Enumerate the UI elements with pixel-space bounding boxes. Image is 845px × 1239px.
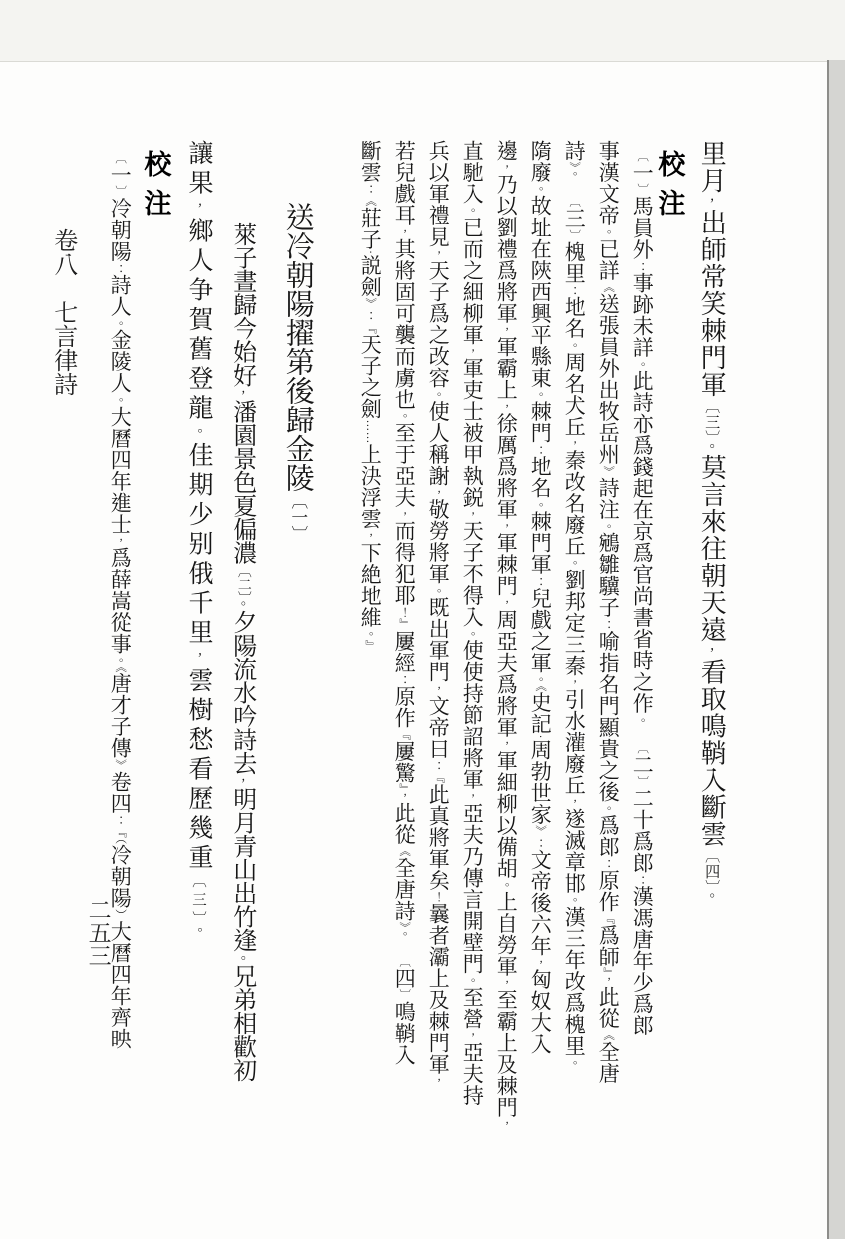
- note-column-2: 事漢文帝。已詳《送張員外出牧岳州》詩注。鵷雛驥子：喻指名門顯貴之後。爲郎：原作『爲師』，此從《全唐: [596, 140, 621, 1084]
- note-column-8: 若兒戲耳，其將固可襲而虜也。至于亞夫，而得犯耶！』屢經：原作『屢驚』，此從《全唐詩》。 〔四〕鳴鞘入: [392, 140, 417, 1066]
- poem-continuation-line: 里月，出師常笑棘門軍〔三〕。莫言來往朝天遠，看取鳴鞘入斷雲〔四〕。: [697, 140, 727, 904]
- page-edge-shadow: [829, 60, 845, 1239]
- notes-header-2: 校注: [140, 150, 171, 229]
- poem-line-2: 讓果，鄉人争賀舊登龍。佳期少别俄千里，雲樹愁看歷幾重〔三〕。: [185, 140, 212, 942]
- notes-header-1: 校注: [654, 150, 685, 229]
- note-column-6: 直馳入。已而之細柳軍，軍吏士被甲執鋭，天子不得入。使使持節詔將軍，亞夫乃傳言開壁門。至營，亞夫持: [460, 140, 485, 1106]
- note-column-7: 兵以軍禮見，天子爲之改容。使人稱謝，敬勞將軍。既出軍門，文帝曰：『此真將軍矣！曩者灞上及棘門軍，: [426, 140, 451, 1088]
- margin-volume-label: 卷八 七言律詩: [49, 228, 76, 396]
- page-top-shadow: [0, 0, 845, 62]
- page-number: 二五三: [85, 898, 111, 967]
- note-column-5: 邊，乃以劉禮爲將軍，軍霸上，徐厲爲將軍，軍棘門，周亞夫爲將軍，軍細柳以備胡。上自勞軍，至霸上及棘門，: [494, 140, 519, 1131]
- note-column-9: 斷雲：《莊子·説劍》：『天子之劍……上決浮雲，下絶地維。』: [358, 140, 383, 652]
- poem-title: 送冷朝陽擢第後歸金陵〔一〕: [281, 202, 314, 543]
- note-column-1: 〔一〕馬員外：事跡未詳。此詩亦爲錢起在京爲官尚書省時之作。 〔二〕二十爲郎：漢馮唐年少爲郎: [630, 150, 655, 1037]
- note-column-4: 隋廢。故址在陝西興平縣東。棘門：地名。棘門軍：兒戲之軍。《史記·周勃世家》：文帝後六年，匈奴大入: [528, 140, 553, 1055]
- note-column-3: 詩》。 〔三〕槐里：地名。周名犬丘，秦改名廢丘。劉邦定三秦，引水灌廢丘，遂滅章邯。漢三年改爲槐里。: [562, 140, 587, 1069]
- poem-line-1: 萊子晝歸今始好，潘園景色夏偏濃〔二〕。夕陽流水吟詩去，明月青山出竹逢。兄弟相歡初: [228, 222, 255, 1082]
- note-column-b1: 〔一〕冷朝陽：詩人。金陵人。大曆四年進士，爲薛嵩從事。《唐才子傳》卷四：『（冷朝陽）大曆四年齊映: [108, 152, 133, 1050]
